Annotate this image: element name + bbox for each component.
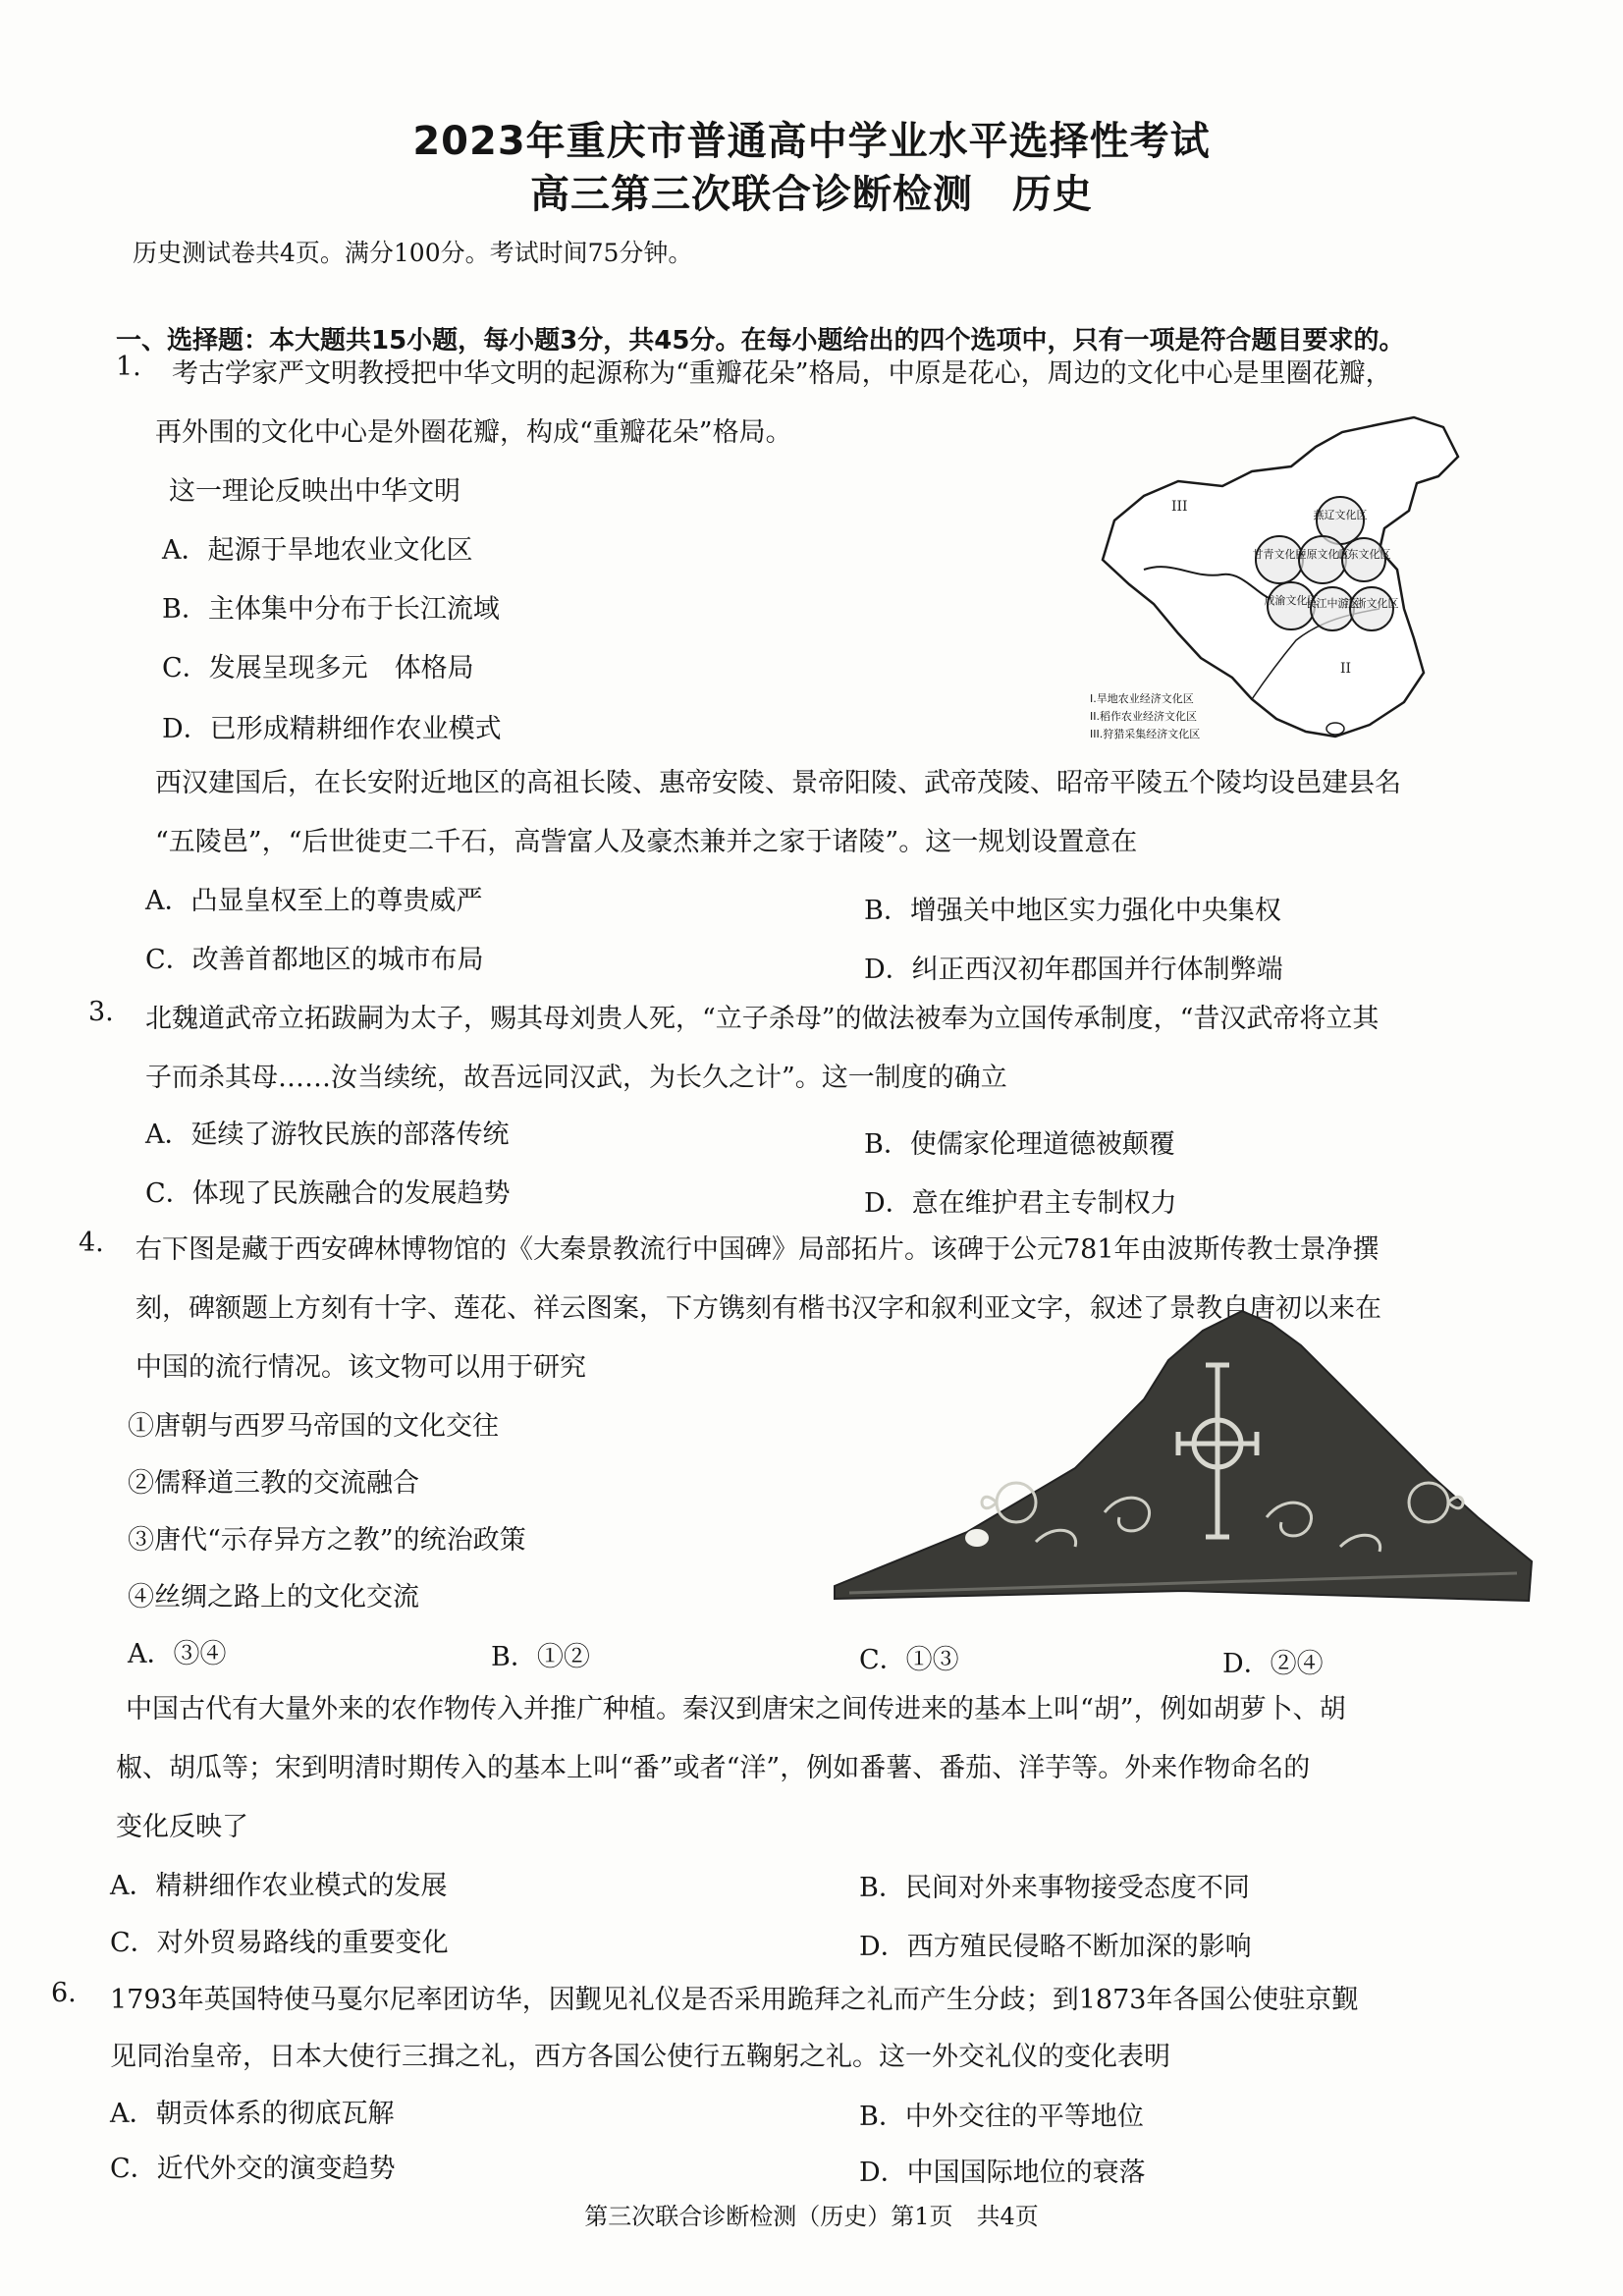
question-5-option-a: A．精耕细作农业模式的发展 [110,1871,448,1901]
question-4-stem-line2: 刻，碑额题上方刻有十字、莲花、祥云图案，下方镌刻有楷书汉字和叙利亚文字，叙述了景教自唐初以来在 [135,1293,1381,1324]
exam-subtitle: 高三第三次联合诊断检测 [530,172,973,217]
question-4-statement-3: ③唐代“示存异方之教”的统治政策 [128,1525,526,1556]
question-6-stem-line2: 见同治皇帝，日本大使行三揖之礼，西方各国公使行五鞠躬之礼。这一外交礼仪的变化表明 [110,2042,1170,2072]
question-5-option-b: B．民间对外来事物接受态度不同 [859,1873,1250,1903]
question-2-option-a: A．凸显皇权至上的尊贵威严 [145,886,483,916]
question-2-stem-line2: “五陵邑”，“后世徙吏二千石，高訾富人及豪杰兼并之家于诸陵”。这一规划设置意在 [155,827,1138,857]
map-region-ii: II [1340,661,1352,677]
stele-damage-mark [965,1529,989,1547]
question-3-option-c: C．体现了民族融合的发展趋势 [145,1178,511,1209]
map-legend-1: I.旱地农业经济文化区 [1090,692,1194,705]
map-legend-3: III.狩猎采集经济文化区 [1090,728,1201,740]
question-4-option-c: C．①③ [859,1645,959,1675]
question-6-option-c: C．近代外交的演变趋势 [110,2154,396,2184]
subject-name: 历史 [1012,172,1093,217]
question-4-statement-2: ②儒释道三教的交流融合 [128,1468,419,1499]
question-3-number: 3. [88,997,114,1027]
question-1-stem-line2: 再外围的文化中心是外圈花瓣，构成“重瓣花朵”格局。 [155,417,792,448]
page-footer: 第三次联合诊断检测（历史）第1页 共4页 [584,2203,1039,2230]
question-5-stem-line3: 变化反映了 [116,1812,248,1842]
question-4-stem-line1: 右下图是藏于西安碑林博物馆的《大秦景教流行中国碑》局部拓片。该碑于公元781年由波斯传教士景净撰 [135,1234,1380,1265]
question-1-option-c: C．发展呈现多元 体格局 [162,653,474,683]
question-3-option-d: D．意在维护君主专制权力 [864,1188,1177,1219]
exam-title-line2 [0,163,1623,219]
question-4-stem-line3: 中国的流行情况。该文物可以用于研究 [135,1352,586,1383]
question-5-option-d: D．西方殖民侵略不断加深的影响 [859,1932,1252,1962]
question-1-stem-line3: 这一理论反映出中华文明 [169,476,460,507]
map-region-iii: III [1171,499,1188,515]
question-2-option-b: B．增强关中地区实力强化中央集权 [864,896,1281,926]
question-2-option-c: C．改善首都地区的城市布局 [145,945,484,975]
exam-info: 历史测试卷共4页。满分100分。考试时间75分钟。 [133,239,693,267]
question-4-statement-4: ④丝绸之路上的文化交流 [128,1582,419,1613]
question-4-option-d: D．②④ [1222,1649,1324,1679]
question-3-option-a: A．延续了游牧民族的部落传统 [145,1120,510,1150]
question-5-stem-line1: 中国古代有大量外来的农作物传入并推广种植。秦汉到唐宋之间传进来的基本上叫“胡”，例如胡萝卜、胡 [126,1694,1346,1724]
question-6-stem-line1: 1793年英国特使马戛尔尼率团访华，因觐见礼仪是否采用跪拜之礼而产生分歧；到1873年各国公使驻京觐 [110,1985,1359,2015]
question-4-statement-1: ①唐朝与西罗马帝国的文化交往 [128,1411,499,1442]
question-2-stem-line1: 西汉建国后，在长安附近地区的高祖长陵、惠帝安陵、景帝阳陵、武帝茂陵、昭帝平陵五个陵均设邑建县名 [155,768,1401,798]
question-5-option-c: C．对外贸易路线的重要变化 [110,1928,449,1958]
question-6-option-d: D．中国国际地位的衰落 [859,2158,1146,2188]
question-1-option-b: B．主体集中分布于长江流域 [162,594,500,625]
question-3-option-b: B．使儒家伦理道德被颠覆 [864,1129,1175,1160]
circle-label-5: 成渝文化区 [1264,594,1319,607]
question-1-stem-line1: 考古学家严文明教授把中华文明的起源称为“重瓣花朵”格局，中原是花心，周边的文化中心是里圈花瓣， [172,358,1392,389]
question-6-option-a: A．朝贡体系的彻底瓦解 [110,2099,395,2129]
question-2-option-d: D．纠正西汉初年郡国并行体制弊端 [864,955,1283,985]
section-heading: 一、选择题：本大题共15小题，每小题3分，共45分。在每小题给出的四个选项中，只有一项是符合题目要求的。 [116,326,1405,355]
circle-label-1: 燕辽文化区 [1313,509,1368,521]
question-3-stem-line1: 北魏道武帝立拓跋嗣为太子，赐其母刘贵人死，“立子杀母”的做法被奉为立国传承制度，“昔汉武帝将立其 [145,1004,1380,1034]
question-5-stem-line2: 椒、胡瓜等；宋到明清时期传入的基本上叫“番”或者“洋”，例如番薯、番茄、洋芋等。外来作物命名的 [116,1753,1311,1783]
question-1-option-d: D．已形成精耕细作农业模式 [162,714,502,744]
question-3-stem-line2: 子而杀其母……汝当续统，故吾远同汉武，为长久之计”。这一制度的确立 [145,1063,1007,1093]
question-1-option-a: A．起源于旱地农业文化区 [162,535,473,566]
stele-rubbing-image [830,1306,1537,1620]
circle-label-3: 中原文化区 [1295,548,1350,561]
circle-label-7: 江浙文化区 [1344,597,1399,610]
question-6-number: 6. [51,1978,77,2008]
question-4-option-a: A．③④ [128,1639,227,1669]
question-4-option-b: B．①② [491,1642,590,1672]
circle-label-6: 长江中游区 [1305,597,1360,610]
circle-label-2: 甘青文化区 [1252,548,1307,561]
exam-title-line1: 2023年重庆市普通高中学业水平选择性考试 [412,119,1211,164]
map-legend-2: II.稻作农业经济文化区 [1090,710,1197,723]
question-6-option-b: B．中外交往的平等地位 [859,2102,1144,2132]
circle-label-4: 山东文化区 [1336,548,1391,561]
china-culture-map [1085,412,1488,756]
question-1-number: 1. [116,352,141,382]
question-4-number: 4. [79,1228,104,1258]
